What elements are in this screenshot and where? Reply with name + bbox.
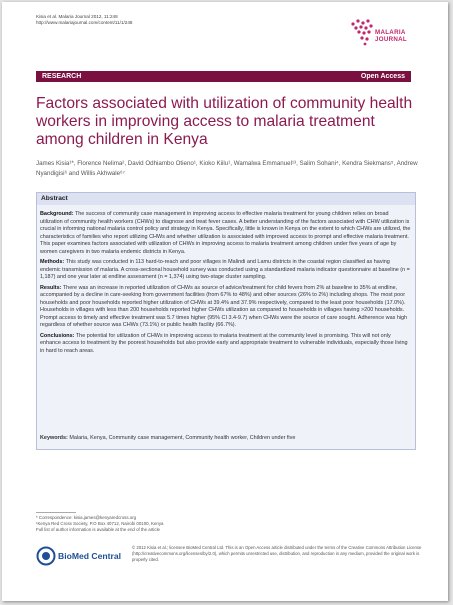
section-label: Conclusions:	[40, 332, 75, 339]
article-url[interactable]: http://www.malariajournal.com/content/11/1/248	[36, 20, 133, 25]
citation-line: Kisia et al. Malaria Journal 2012, 11:248	[36, 14, 118, 19]
abstract-background	[40, 211, 411, 256]
journal-name	[375, 29, 407, 43]
abstract-heading: Abstract	[41, 195, 68, 202]
section-text: This study was conducted in 113 hard-to-reach and poor villages in Malindi and Lamu districts in the coastal region classified as having endemic transmission of malaria. A cross-sectional household survey was conducted using a standardized malaria indicator questionnaire at baseline (n = 1,187) and one year later at endline assessment (n = 1,374) using two-stage cluster sampling.	[40, 259, 410, 280]
footnote-divider	[36, 512, 76, 513]
publisher-name: BioMed Central	[58, 551, 122, 561]
article-title: Factors associated with utilization of community health workers in improving access to malaria treatment among children in Kenya	[36, 95, 413, 148]
abstract-box	[36, 192, 416, 450]
open-access-label: Open Access	[360, 72, 405, 80]
citation-header	[36, 14, 132, 26]
section-label: Background:	[40, 211, 74, 217]
article-type-banner	[36, 71, 411, 82]
keywords-label: Keywords:	[40, 435, 68, 441]
section-text: The success of community case management in improving access to effective malaria treatment for young children relies on broad utilization of community health workers (CHWs) to diagnose and treat fever cases. A better understanding of the factors associated with CHW utilization is crucial in informing national malaria control policy and strategy in Kenya. Specifically, little is known in Kenya on the extent to which CHWs are utilized, the characteristics of families who report utilizing CHWs and whether utilization is associated with improved access to prompt and effective malaria treatment. This paper examines factors associated with utilization of CHWs in improving access to malaria treatment among children under five years of age by women caregivers in two malaria endemic districts in Kenya.	[40, 211, 411, 255]
keywords	[40, 435, 411, 441]
journal-logo	[349, 18, 429, 62]
article-page	[2, 2, 448, 601]
author-info-note: Full list of author information is available at the end of the article	[36, 527, 160, 532]
keywords-text: Malaria, Kenya, Community case management, Community health worker, Children under five	[67, 435, 296, 441]
abstract-header	[37, 193, 415, 205]
section-label: Results:	[40, 284, 62, 291]
section-text: There was an increase in reported utilization of CHWs as source of advice/treatment for child fevers from 2% at baseline to 35% at endline, accompanied by a decline in care-seeking from government facilities (from 67% to 48%) and other sources (26% to 2%) including shops. The most poor households and poor households reported higher utilization of CHWs at 39.4% and 37.9% respectively, compared to the least poor households (17.0%). Households in villages with less than 200 households reported higher CHWs utilization as compared to households in villages having >200 households. Prompt access to timely and effective treatment was 5.7 times higher (95% CI 3.4-9.7) when CHWs were the source of care sought. Adherence was high regardless of whether source was CHWs (73.1%) or public health facility (66.7%).	[40, 284, 408, 328]
footnotes	[36, 512, 196, 533]
section-label: Methods:	[40, 259, 65, 265]
author-list: James Kisia¹*, Florence Nelima², David Odhiambo Otieno¹, Kioko Kiilu¹, Wamalwa Emmanuel¹³, Salim Sohani⁴, Kendra Siekmans⁵, Andrew Nyandigisi⁶ and Willis Akhwale⁶⁷	[36, 160, 418, 177]
abstract-body	[40, 211, 411, 358]
mosquito-logo-icon	[349, 18, 375, 46]
copyright-notice: © 2012 Kisia et al.; licensee BioMed Central Ltd. This is an Open Access article distributed under the terms of the Creative Commons Attribution License (http://creativecommons.org/licenses/by/2.0), which permits unrestricted use, distribution, and reproduction in any medium, provided the original work is properly cited.	[132, 545, 422, 562]
abstract-methods	[40, 259, 411, 282]
affiliation-note: ¹Kenya Red Cross Society, P.O Box 40712, Nairobi 00100, Kenya	[36, 521, 164, 526]
section-text: The potential for utilization of CHWs in improving access to malaria treatment at the community level is promising. This will not only enhance access to treatment by the poorest households but also provide early and appropriate treatment to vulnerable individuals, especially those living in hard to reach areas.	[40, 332, 408, 354]
article-type-label: RESEARCH	[42, 72, 82, 80]
biomed-central-logo	[36, 546, 128, 566]
journal-name-line1: MALARIA	[375, 29, 406, 36]
journal-name-line2: JOURNAL	[375, 36, 408, 43]
abstract-results	[40, 285, 411, 330]
correspondence-note[interactable]: * Correspondence: kisia.james@kenyaredcross.org	[36, 515, 137, 520]
abstract-conclusions	[40, 333, 411, 356]
bmc-logo-icon	[36, 546, 56, 566]
